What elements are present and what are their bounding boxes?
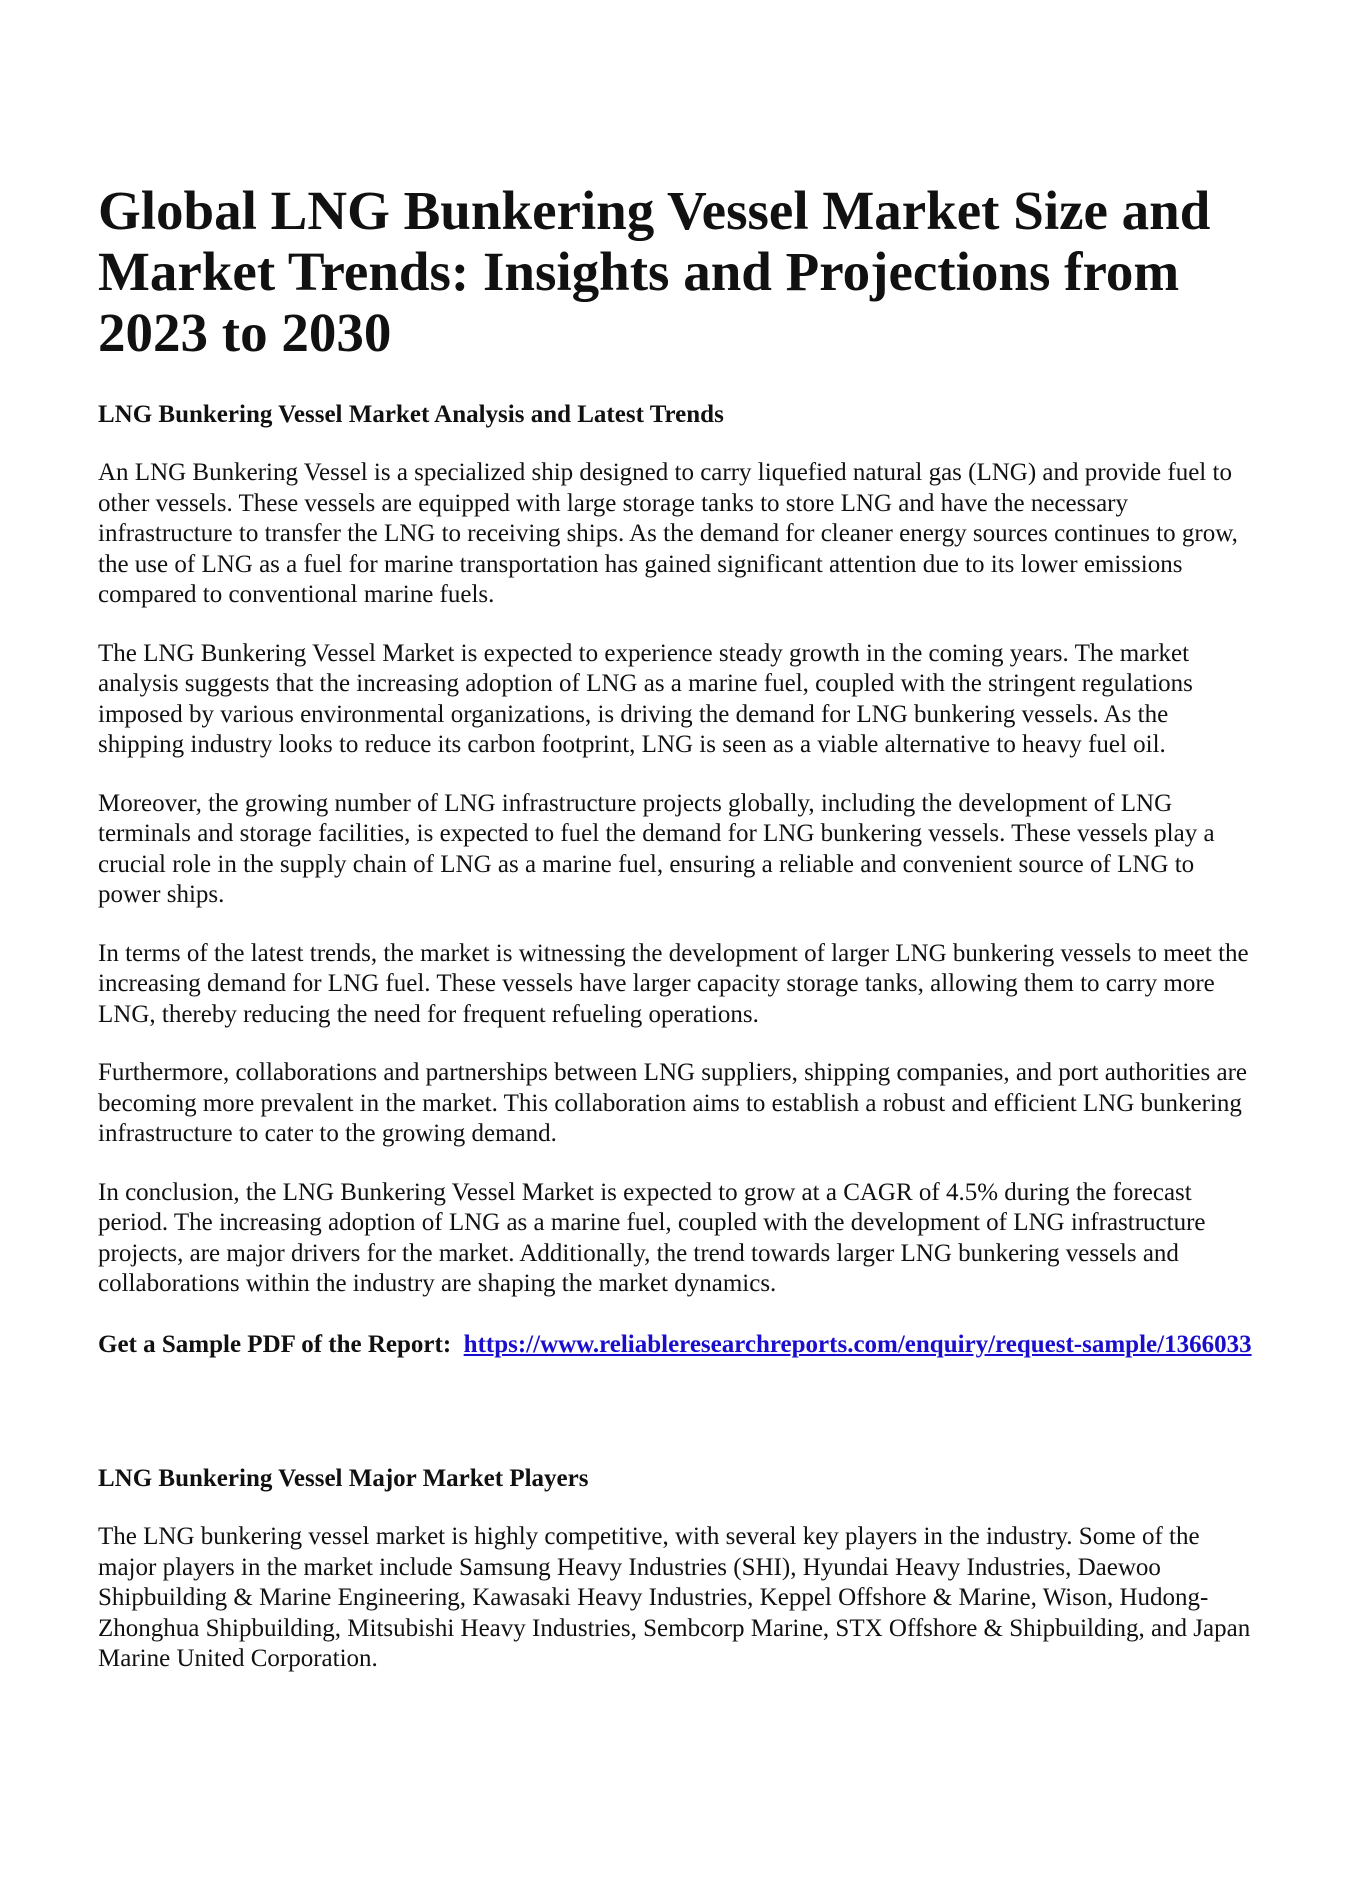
document-title: Global LNG Bunkering Vessel Market Size and Market Trends: Insights and Projections from 2023 to 2030 — [98, 180, 1211, 363]
paragraph-conclusion: In conclusion, the LNG Bunkering Vessel Market is expected to grow at a CAGR of 4.5% during the forecast period. The increasing adoption of LNG as a marine fuel, coupled with the development of LNG infrastructure projects, are major drivers for the market. Additionally, the trend towards larger LNG bunkering vessels and collaborations within the industry are shaping the market dynamics. — [98, 1178, 1206, 1297]
sample-pdf-link[interactable]: https://www.reliableresearchreports.com/enquiry/request-sample/1366033 — [463, 1330, 1252, 1358]
section-heading-players: LNG Bunkering Vessel Major Market Players — [98, 1465, 589, 1492]
paragraph-major-players: The LNG bunkering vessel market is highly competitive, with several key players in the industry. Some of the major players in the market include Samsung Heavy Industries (SHI), Hyundai Heavy Industries, Daewoo Shipbuilding & Marine Engineering, Kawasaki Heavy Industries, Keppel Offshore & Marine, Wison, Hudong-Zhonghua Shipbuilding, Mitsubishi Heavy Industries, Sembcorp Marine, STX Offshore & Shipbuilding, and Japan Marine United Corporation. — [98, 1523, 1251, 1672]
sample-pdf-label: Get a Sample PDF of the Report: — [98, 1330, 452, 1358]
sample-pdf-line — [98, 1330, 1258, 1361]
paragraph-definition: An LNG Bunkering Vessel is a specialized ship designed to carry liquefied natural gas (LNG) and provide fuel to other vessels. These vessels are equipped with large storage tanks to store LNG and have the necessary infrastructure to transfer the LNG to receiving ships. As the demand for cleaner energy sources continues to grow, the use of LNG as a fuel for marine transportation has gained significant attention due to its lower emissions compared to conventional marine fuels. — [98, 459, 1238, 608]
paragraph-infrastructure: Moreover, the growing number of LNG infrastructure projects globally, including the development of LNG terminals and storage facilities, is expected to fuel the demand for LNG bunkering vessels. These vessels play a crucial role in the supply chain of LNG as a marine fuel, ensuring a reliable and convenient source of LNG to power ships. — [98, 789, 1215, 908]
paragraph-market-growth: The LNG Bunkering Vessel Market is expected to experience steady growth in the coming years. The market analysis suggests that the increasing adoption of LNG as a marine fuel, coupled with the stringent regulations imposed by various environmental organizations, is driving the demand for LNG bunkering vessels. As the shipping industry looks to reduce its carbon footprint, LNG is seen as a viable alternative to heavy fuel oil. — [98, 639, 1193, 758]
paragraph-latest-trends: In terms of the latest trends, the market is witnessing the development of larger LNG bunkering vessels to meet the increasing demand for LNG fuel. These vessels have larger capacity storage tanks, allowing them to carry more LNG, thereby reducing the need for frequent refueling operations. — [98, 939, 1249, 1028]
document-page — [98, 180, 1258, 1675]
section-heading-analysis: LNG Bunkering Vessel Market Analysis and Latest Trends — [98, 401, 724, 428]
paragraph-collaborations: Furthermore, collaborations and partnerships between LNG suppliers, shipping companies, and port authorities are becoming more prevalent in the market. This collaboration aims to establish a robust and efficient LNG bunkering infrastructure to cater to the growing demand. — [98, 1059, 1248, 1147]
